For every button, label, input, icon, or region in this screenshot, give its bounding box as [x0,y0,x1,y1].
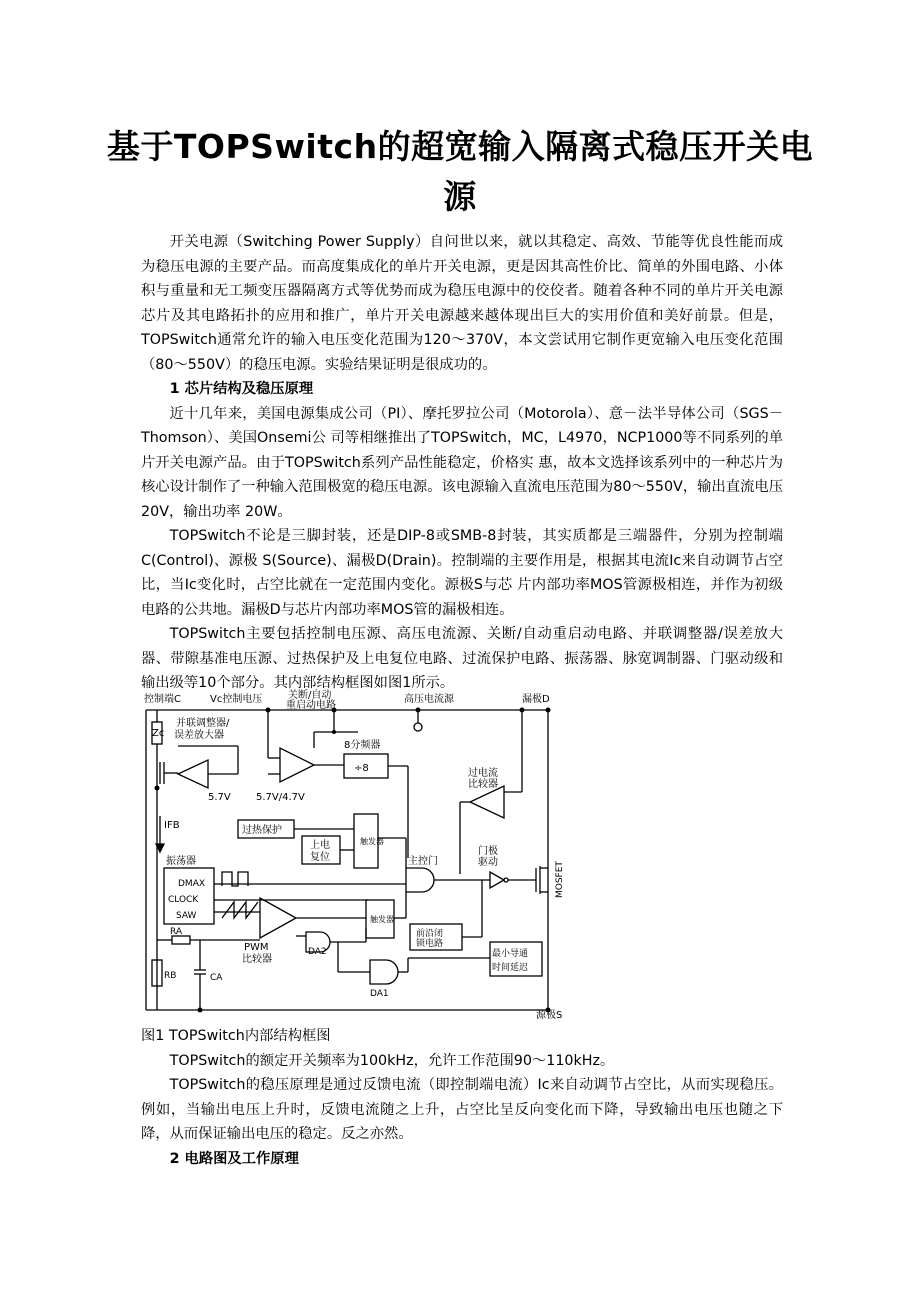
after-paragraph-1: TOPSwitch的额定开关频率为100kHz，允许工作范围90～110kHz。 [169,1052,615,1069]
label-zc: Zc [152,728,165,739]
label-drain: 漏极D [522,694,550,705]
label-osc: 振荡器 [166,856,196,867]
label-da2: DA2 [308,947,327,957]
body-text [141,230,783,696]
label-clock: CLOCK [168,895,199,905]
label-shunt-1: 并联调整器/ [176,718,230,729]
section-2-heading: 2 电路图及工作原理 [169,1150,299,1167]
label-gate-2: 驱动 [478,857,498,868]
section-1-paragraph-1: 近十几年来，美国电源集成公司（PI）、摩托罗拉公司（Motorola）、意－法半导体公司（SGS－Thomson）、美国Onsemi公 司等相继推出了TOPSwitch，MC，L4970，NCP1000等不同系列的单片开关电源产品。由于TOPSwitch系列产品性能稳定，价格实 惠，故本文选择该系列中的一种芯片为核心设计制作了一种输入范围极宽的稳压电源。该电源输入直流电压范围为80～550V，输出直流电压20V，输出功率 20W。 [141,405,783,520]
label-vc-source: Vc控制电压 [210,694,263,705]
document-title: 基于TOPSwitch的超宽输入隔离式稳压开关电源 [106,127,814,216]
label-rb: RB [164,971,177,981]
label-dmax: DMAX [178,879,206,889]
label-div8: 8分频器 [344,740,381,751]
label-gate-1: 门极 [478,846,498,857]
label-min-1: 最小导通 [492,949,529,959]
label-oc-2: 比较器 [468,779,498,790]
label-main-gate: 主控门 [408,856,438,867]
label-div8-symbol: ÷8 [354,763,369,774]
label-mosfet: MOSFET [555,861,565,898]
label-shunt-2: 误差放大器 [174,730,224,741]
label-oc-1: 过电流 [468,768,498,779]
label-leb-2: 锁电路 [416,939,444,949]
label-ra: RA [170,927,183,937]
label-trigger: 触发器 [360,837,384,846]
label-por-1: 上电 [310,840,330,851]
label-da1: DA1 [370,989,389,999]
label-ifb: IFB [164,820,180,831]
after-figure-text [141,1024,783,1171]
section-1-heading: 1 芯片结构及稳压原理 [169,381,314,397]
label-min-2: 时间延迟 [492,963,529,973]
label-saw: SAW [176,911,197,921]
after-paragraph-2: TOPSwitch的稳压原理是通过反馈电流（即控制端电流）Ic来自动调节占空比，从而实现稳压。例如，当输出电压上升时，反馈电流随之上升，占空比呈反向变化而下降，导致输出电压也随之下降，从而保证输出电压的稳定。反之亦然。 [141,1077,783,1142]
section-1-paragraph-2: TOPSwitch不论是三脚封装，还是DIP-8或SMB-8封装，其实质都是三端器件，分别为控制端C(Control)、源极 S(Source)、漏极D(Drain)。控制端的主要作用是，根据其电流Ic来自动调节占空比，当Ic变化时，占空比就在一定范围内变化。源极S与芯 片内部功率MOS管源极相连，并作为初级电路的公共地。漏极D与芯片内部功率MOS管的漏极相连。 [141,528,783,618]
label-control: 控制端C [144,694,181,705]
label-pwm-2: 比较器 [242,954,272,965]
label-por-2: 复位 [310,852,330,863]
label-trigger-2: 触发器 [370,915,394,924]
topswitch-block-diagram [138,688,578,1020]
label-hv-source: 高压电流源 [404,694,454,705]
label-restart: 重启动电路 [286,700,336,711]
label-leb-1: 前沿闭 [416,929,444,939]
label-5v7-4v7: 5.7V/4.7V [256,792,305,803]
intro-paragraph: 开关电源（Switching Power Supply）自问世以来，就以其稳定、高效、节能等优良性能而成为稳压电源的主要产品。而高度集成化的单片开关电源，更是因其高性价比、简单的外围电路、小体积与重量和无工频变压器隔离方式等优势而成为稳压电源中的佼佼者。随着各种不同的单片开关电源芯片及其电路拓扑的应用和推广，单片开关电源越来越体现出巨大的实用价值和美好前景。但是，TOPSwitch通常允许的输入电压变化范围为120～370V，本文尝试用它制作更宽输入电压变化范围（80～550V）的稳压电源。实验结果证明是很成功的。 [141,234,783,373]
label-5v7: 5.7V [208,792,231,803]
label-source: 源极S [536,1010,563,1020]
label-shutdown: 关断/自动 [288,690,332,701]
label-pwm-1: PWM [244,942,269,953]
section-1-paragraph-3: TOPSwitch主要包括控制电压源、高压电流源、关断/自动重启动电路、并联调整器/误差放大器、带隙基准电压源、过热保护及上电复位电路、过流保护电路、振荡器、脉宽调制器、门驱动级和输出级等10个部分。其内部结构框图如图1所示。 [141,626,783,691]
label-ca: CA [210,973,223,983]
figure-caption: 图1 TOPSwitch内部结构框图 [141,1028,331,1044]
label-otp: 过热保护 [242,825,282,836]
